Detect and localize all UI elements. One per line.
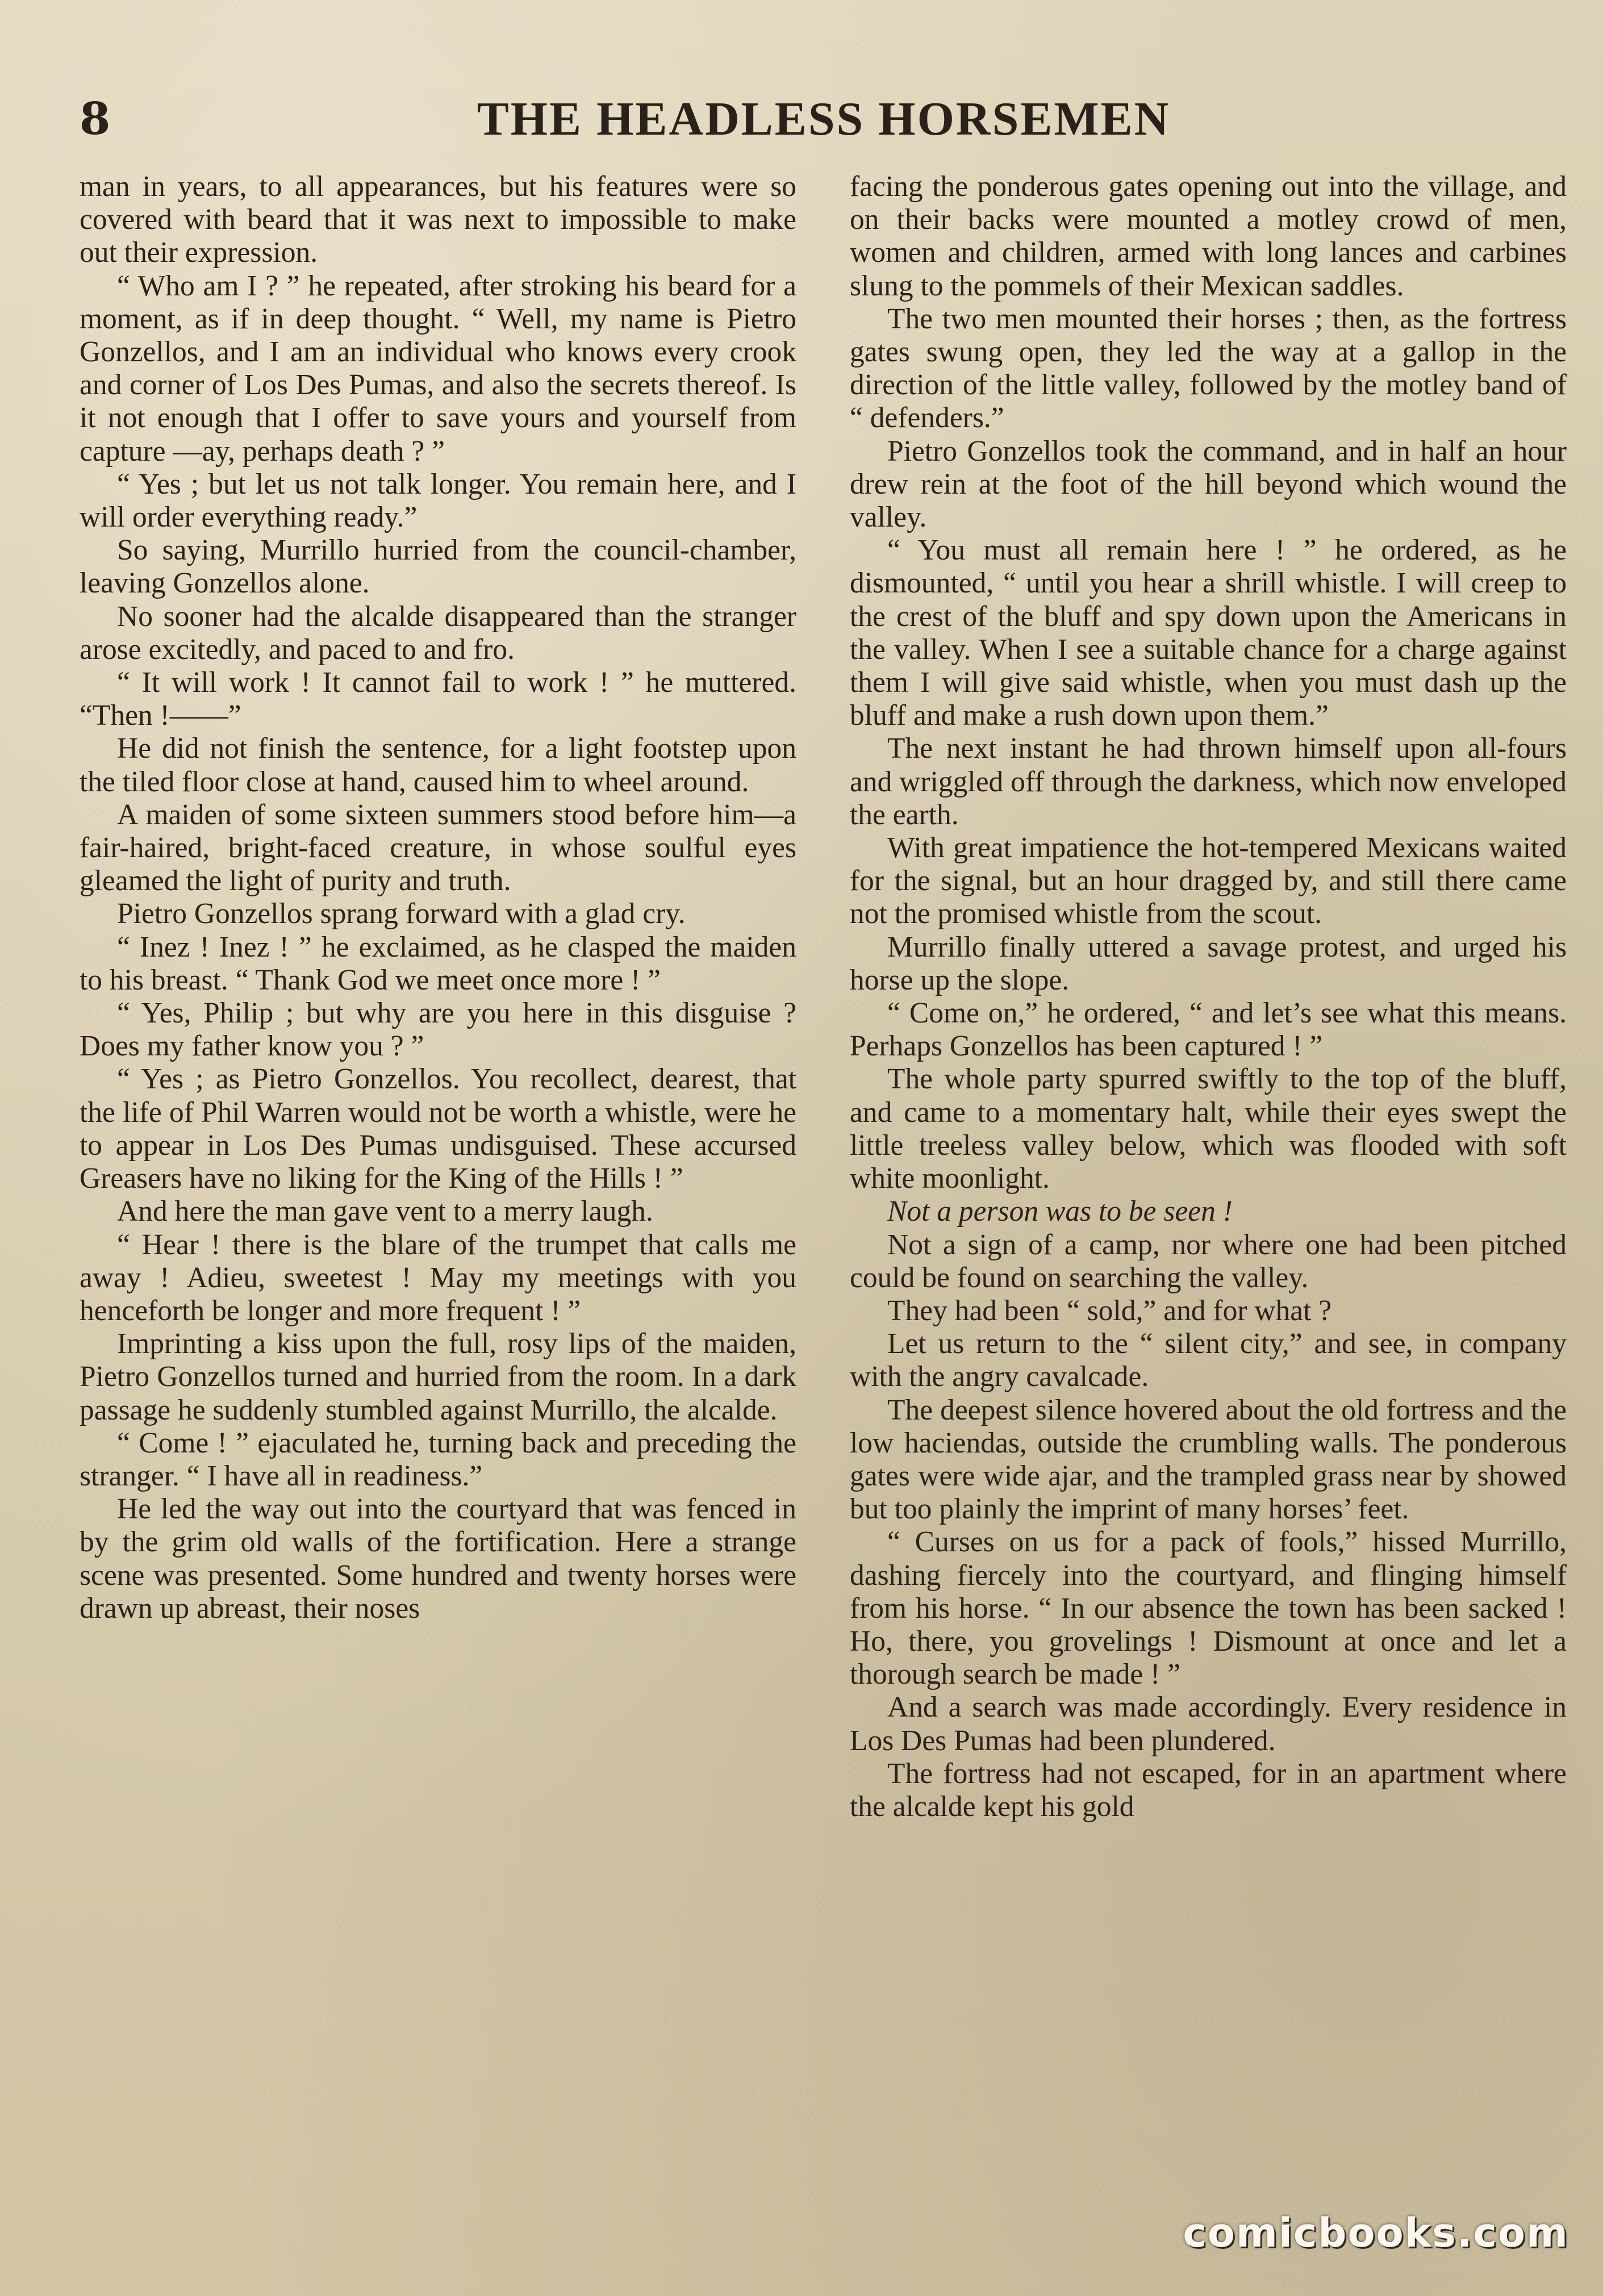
paragraph: No sooner had the alcalde disappeared than the stranger arose excitedly, and paced to and fro. <box>80 600 796 666</box>
paragraph: “ Curses on us for a pack of fools,” hissed Murrillo, dashing fiercely into the courtyard, and flinging himself from his horse. “ In our absence the town has been sacked ! Ho, there, you grovelings ! Dismount at once and let a thorough search be made ! ” <box>850 1526 1567 1691</box>
paragraph: “ Yes ; but let us not talk longer. You remain here, and I will order everything ready.” <box>80 467 796 534</box>
paragraph: Imprinting a kiss upon the full, rosy lips of the maiden, Pietro Gonzellos turned and hurried from the room. In a dark passage he suddenly stumbled against Murrillo, the alcalde. <box>80 1327 796 1426</box>
paragraph: “ Inez ! Inez ! ” he exclaimed, as he clasped the maiden to his breast. “ Thank God we meet once more ! ” <box>80 930 796 996</box>
left-text-column <box>80 170 796 1625</box>
paragraph: “ You must all remain here ! ” he ordered, as he dismounted, “ until you hear a shrill whistle. I will creep to the crest of the bluff and spy down upon the Americans in the valley. When I see a suitable chance for a charge against them I will give said whistle, when you must dash up the bluff and make a rush down upon them.” <box>850 534 1567 732</box>
paragraph: A maiden of some sixteen summers stood before him—a fair-haired, bright-faced creature, in whose soulful eyes gleamed the light of purity and truth. <box>80 798 796 897</box>
paragraph: “ Hear ! there is the blare of the trumpet that calls me away ! Adieu, sweetest ! May my meetings with you henceforth be longer and more frequent ! ” <box>80 1228 796 1327</box>
paragraph: Not a sign of a camp, nor where one had been pitched could be found on searching the valley. <box>850 1228 1567 1294</box>
paragraph: man in years, to all appearances, but his features were so covered with beard that it was next to impossible to make out their expression. <box>80 170 796 269</box>
page-header <box>80 85 1568 153</box>
paragraph: “ Yes, Philip ; but why are you here in this disguise ? Does my father know you ? ” <box>80 997 796 1063</box>
paragraph: Pietro Gonzellos took the command, and in half an hour drew rein at the foot of the hill beyond which wound the valley. <box>850 435 1567 534</box>
paragraph: “ Come ! ” ejaculated he, turning back and preceding the stranger. “ I have all in readiness.” <box>80 1426 796 1492</box>
paragraph: He led the way out into the courtyard that was fenced in by the grim old walls of the fortification. Here a strange scene was presented. Some hundred and twenty horses were drawn up abreast, their noses <box>80 1493 796 1625</box>
paragraph: And a search was made accordingly. Every residence in Los Des Pumas had been plundered. <box>850 1691 1567 1757</box>
paragraph: He did not finish the sentence, for a light footstep upon the tiled floor close at hand, caused him to wheel around. <box>80 732 796 798</box>
paragraph: The next instant he had thrown himself upon all-fours and wriggled off through the darkness, which now enveloped the earth. <box>850 732 1567 831</box>
page-number: 8 <box>80 93 111 145</box>
right-text-column <box>850 170 1567 1823</box>
paragraph: “ Come on,” he ordered, “ and let’s see what this means. Perhaps Gonzellos has been captured ! ” <box>850 997 1567 1063</box>
running-title: THE HEADLESS HORSEMEN <box>477 93 1171 145</box>
paragraph: “ Who am I ? ” he repeated, after stroking his beard for a moment, as if in deep thought. “ Well, my name is Pietro Gonzellos, and I am an individual who knows every crook and corner of Los Des Pumas, and also the secrets thereof. Is it not enough that I offer to save yours and yourself from capture —ay, perhaps death ? ” <box>80 269 796 467</box>
paragraph: facing the ponderous gates opening out into the village, and on their backs were mounted a motley crowd of men, women and children, armed with long lances and carbines slung to the pommels of their Mexican saddles. <box>850 170 1567 302</box>
paragraph: Murrillo finally uttered a savage protest, and urged his horse up the slope. <box>850 930 1567 996</box>
paragraph: “ Yes ; as Pietro Gonzellos. You recollect, dearest, that the life of Phil Warren would not be worth a whistle, were he to appear in Los Des Pumas undisguised. These accursed Greasers have no liking for the King of the Hills ! ” <box>80 1063 796 1195</box>
paragraph: The deepest silence hovered about the old fortress and the low haciendas, outside the crumbling walls. The ponderous gates were wide ajar, and the trampled grass near by showed but too plainly the imprint of many horses’ feet. <box>850 1393 1567 1526</box>
paragraph: They had been “ sold,” and for what ? <box>887 1294 1332 1327</box>
watermark: comicbooks.com <box>1183 2210 1569 2256</box>
paragraph: With great impatience the hot-tempered Mexicans waited for the signal, but an hour dragged by, and still there came not the promised whistle from the scout. <box>850 832 1567 930</box>
paragraph: Let us return to the “ silent city,” and see, in company with the angry cavalcade. <box>850 1327 1567 1393</box>
paragraph: The whole party spurred swiftly to the top of the bluff, and came to a momentary halt, while their eyes swept the little treeless valley below, which was flooded with soft white moonlight. <box>850 1063 1567 1195</box>
paragraph: The two men mounted their horses ; then, as the fortress gates swung open, they led the way at a gallop in the direction of the little valley, followed by the motley band of “ defenders.” <box>850 302 1567 435</box>
italic-paragraph: Not a person was to be seen ! <box>887 1195 1233 1228</box>
paragraph: “ It will work ! It cannot fail to work ! ” he muttered. “Then !——” <box>80 666 796 732</box>
paragraph: Pietro Gonzellos sprang forward with a glad cry. <box>117 897 686 930</box>
paragraph: The fortress had not escaped, for in an apartment where the alcalde kept his gold <box>850 1757 1567 1823</box>
paragraph: And here the man gave vent to a merry laugh. <box>117 1195 653 1228</box>
paragraph: So saying, Murrillo hurried from the council-chamber, leaving Gonzellos alone. <box>80 534 796 600</box>
